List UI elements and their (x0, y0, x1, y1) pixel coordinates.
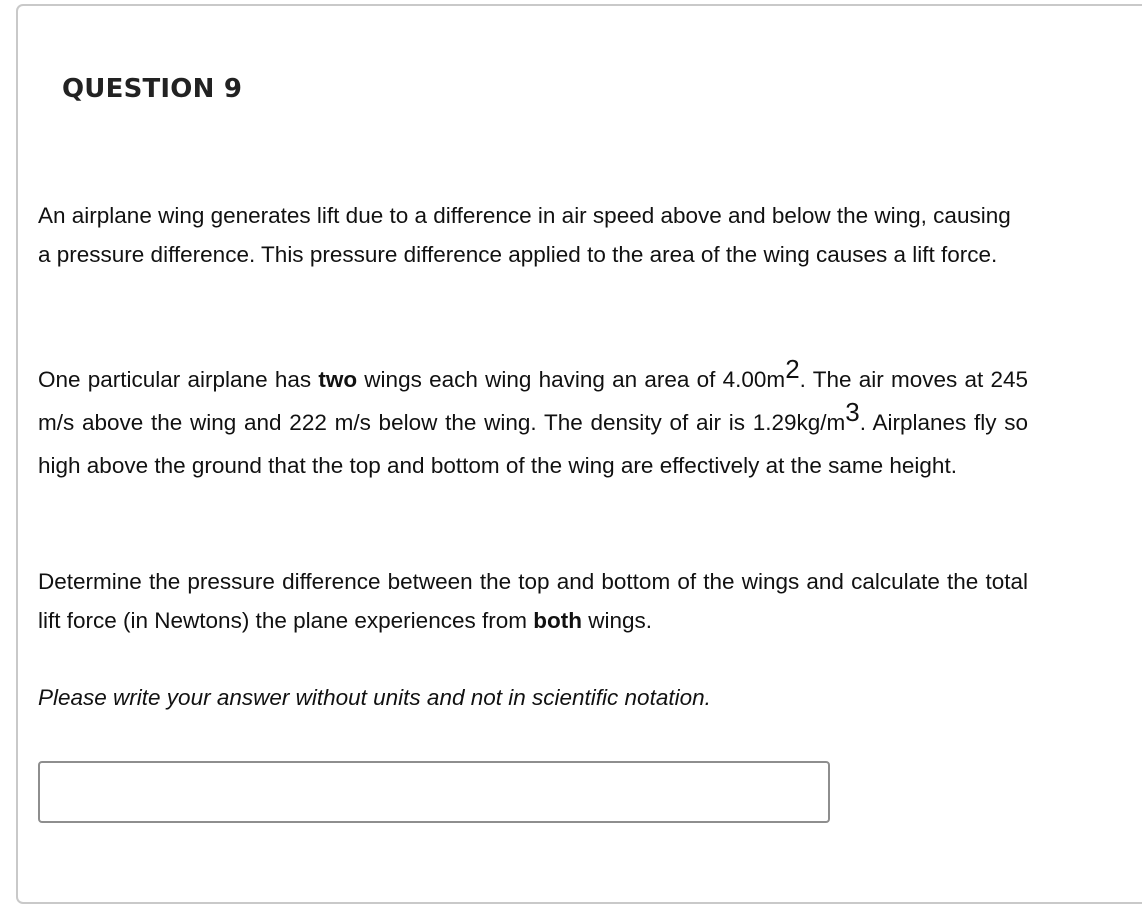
task-text: wings. (581, 607, 652, 633)
question-task-paragraph (38, 563, 1028, 640)
answer-instruction: Please write your answer without units and not in scientific notation. (38, 685, 711, 710)
question-details-paragraph (38, 354, 1029, 487)
area-exponent: 2 (785, 354, 800, 384)
question-intro-paragraph: An airplane wing generates lift due to a difference in air speed above and below the wing, causing a pressure difference. This pressure difference applied to the area of the wing causes a lift force. (38, 203, 1011, 267)
details-text: . The air moves at 245 m/s above the wing and 222 m/s below the wing. The density of air is 1.29kg/m (38, 367, 1029, 435)
answer-input[interactable] (38, 761, 830, 823)
details-text: . Airplanes fly so high above the ground that the top and bottom of the wing are effectively at the same height. (38, 410, 1028, 478)
emphasis-both: both (533, 607, 582, 633)
details-text: One particular airplane has (38, 367, 319, 392)
task-text: Determine the pressure difference between the top and bottom of the wings and calculate the total lift force (in Newtons) the plane experiences from (38, 569, 1028, 633)
details-text: wings each wing having an area of 4.00m (357, 367, 786, 392)
emphasis-two: two (318, 367, 358, 392)
question-title: QUESTION 9 (62, 74, 243, 104)
density-exponent: 3 (845, 397, 860, 427)
